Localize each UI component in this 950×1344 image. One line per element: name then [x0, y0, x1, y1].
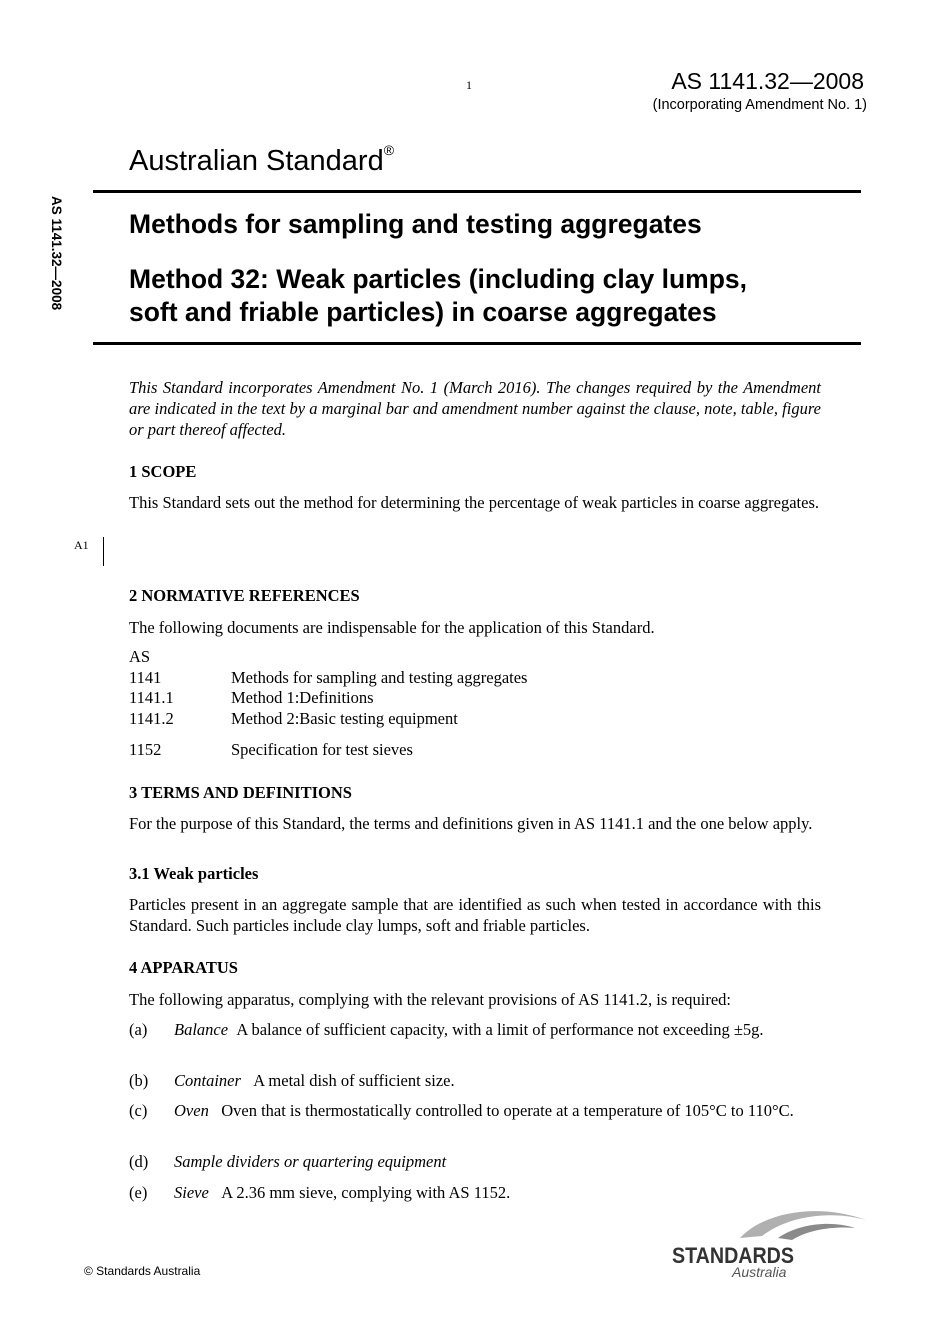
- item-body: [174, 1151, 821, 1172]
- logo-word-standards: STANDARDS: [672, 1243, 794, 1268]
- item-body: [174, 1019, 821, 1040]
- references-group: AS: [129, 647, 151, 666]
- scope-text: This Standard sets out the method for determining the percentage of weak particles in coarse aggregates.: [129, 493, 820, 512]
- reference-item: [129, 668, 527, 688]
- amendment-note: (Incorporating Amendment No. 1): [652, 97, 867, 113]
- item-text: A balance of sufficient capacity, with a limit of performance not exceeding ±5g.: [236, 1020, 764, 1039]
- title-rule-top: [93, 190, 861, 193]
- apparatus-item: [129, 1100, 821, 1121]
- item-text: A 2.36 mm sieve, complying with AS 1152.: [221, 1183, 511, 1202]
- reference-title: Specification for test sieves: [231, 740, 413, 759]
- reference-code: 1141.2: [129, 709, 174, 728]
- page-number: 1: [466, 78, 472, 92]
- item-label: (c): [129, 1101, 148, 1120]
- method-title-line: Method 32: Weak particles (including clay lumps,: [129, 264, 747, 294]
- document-kind-text: Australian Standard: [129, 145, 384, 177]
- item-label: (a): [129, 1020, 148, 1039]
- title-rule-bottom: [93, 342, 861, 345]
- apparatus-item: [129, 1182, 821, 1203]
- scope-heading: 1 SCOPE: [129, 462, 197, 481]
- references-heading: 2 NORMATIVE REFERENCES: [129, 586, 360, 605]
- apparatus-item: [129, 1019, 821, 1040]
- reference-item: [129, 740, 413, 760]
- reference-title: Method 1:Definitions: [231, 688, 374, 707]
- reference-code: 1152: [129, 740, 162, 759]
- reference-item: [129, 688, 374, 708]
- method-title-line: soft and friable particles) in coarse aggregates: [129, 297, 717, 327]
- item-term: Oven: [174, 1101, 209, 1120]
- document-kind: [129, 142, 395, 178]
- apparatus-item: [129, 1070, 821, 1091]
- weak-particles-text: Particles present in an aggregate sample that are identified as such when tested in accordance with this Standard. Such particles include clay lumps, soft and friable particles.: [129, 895, 821, 935]
- registered-mark: ®: [383, 142, 395, 159]
- item-label: (e): [129, 1183, 148, 1202]
- item-term: Balance: [174, 1020, 229, 1039]
- apparatus-item: [129, 1151, 821, 1172]
- item-text: Oven that is thermostatically controlled to operate at a temperature of 105°C to 110°C.: [221, 1101, 794, 1120]
- reference-title: Method 2:Basic testing equipment: [231, 709, 458, 728]
- amendment-marker: A1: [74, 538, 89, 552]
- item-term: Sieve: [174, 1183, 209, 1202]
- reference-code: 1141: [129, 668, 162, 687]
- item-term: Container: [174, 1071, 241, 1090]
- apparatus-heading: 4 APPARATUS: [129, 958, 238, 977]
- amendment-intro: This Standard incorporates Amendment No. 1 (March 2016). The changes required by the Amendment are indicated in the text by a marginal bar and amendment number against the clause, note, table, figure or part thereof affected.: [129, 378, 821, 439]
- terms-text: For the purpose of this Standard, the terms and definitions given in AS 1141.1 and the one below apply.: [129, 814, 813, 833]
- item-body: [174, 1182, 821, 1203]
- method-title: [129, 263, 849, 329]
- item-body: [174, 1100, 821, 1121]
- item-body: [174, 1070, 821, 1091]
- standards-australia-logo: [670, 1206, 870, 1282]
- logo-word-australia: Australia: [732, 1264, 787, 1280]
- copyright: © Standards Australia: [84, 1264, 201, 1278]
- amendment-bar: [103, 537, 104, 566]
- references-intro: The following documents are indispensable for the application of this Standard.: [129, 618, 655, 637]
- series-title: Methods for sampling and testing aggregates: [129, 209, 702, 239]
- reference-item: [129, 709, 458, 729]
- logo-swoosh-dark: [778, 1224, 855, 1240]
- apparatus-intro: The following apparatus, complying with the relevant provisions of AS 1141.2, is required:: [129, 990, 731, 1009]
- terms-heading: 3 TERMS AND DEFINITIONS: [129, 783, 352, 802]
- weak-particles-heading: 3.1 Weak particles: [129, 864, 259, 883]
- standard-code: AS 1141.32—2008: [671, 68, 864, 94]
- item-label: (d): [129, 1152, 149, 1171]
- item-text: A metal dish of sufficient size.: [253, 1071, 455, 1090]
- reference-code: 1141.1: [129, 688, 174, 707]
- item-label: (b): [129, 1071, 149, 1090]
- side-label: AS 1141.32—2008: [49, 196, 64, 311]
- reference-title: Methods for sampling and testing aggregates: [231, 668, 528, 687]
- item-term: Sample dividers or quartering equipment: [174, 1152, 447, 1171]
